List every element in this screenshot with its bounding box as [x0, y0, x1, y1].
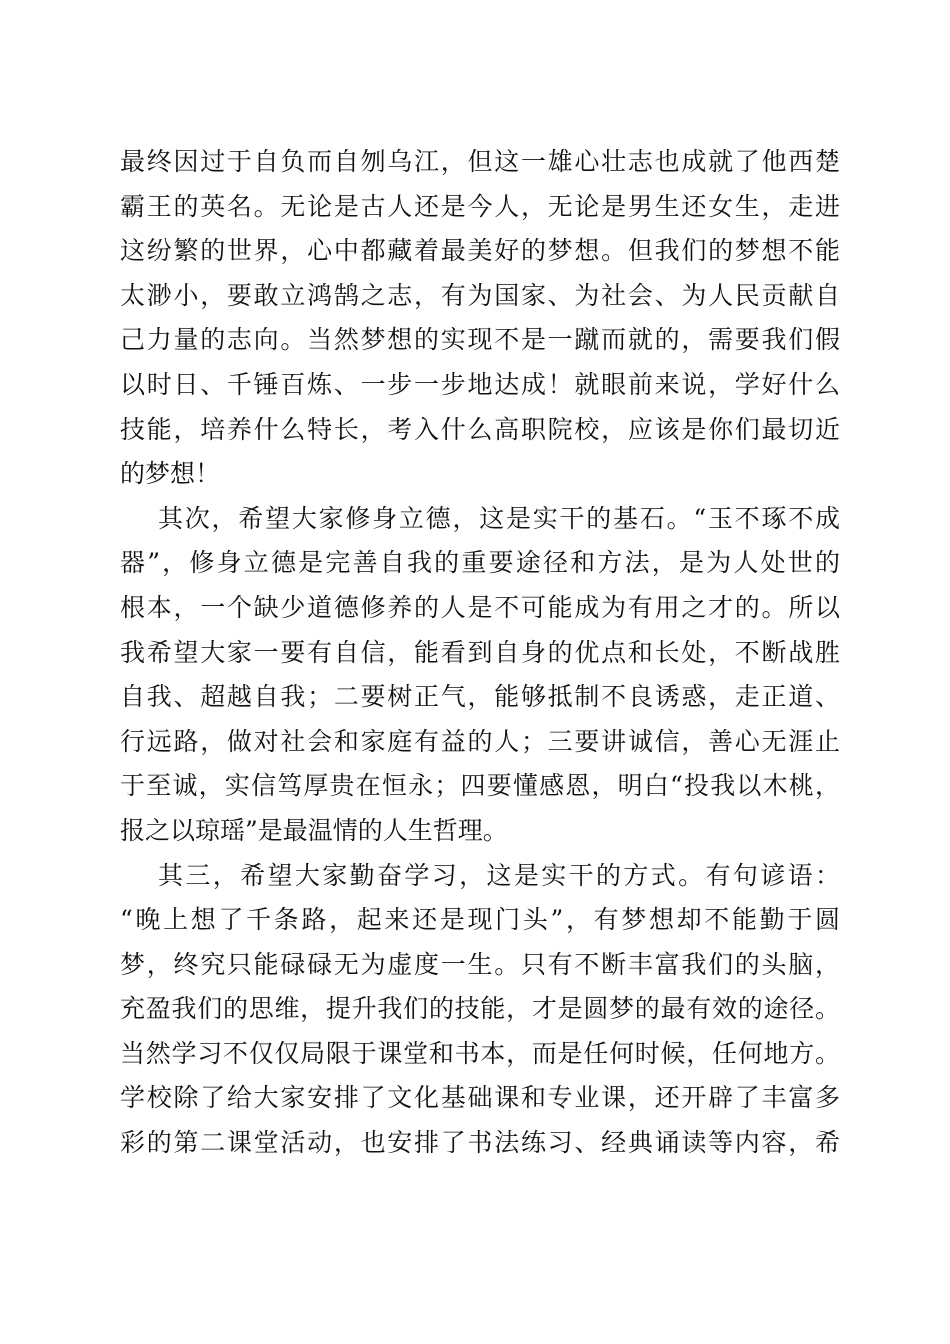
text-line: 报之以琼瑶”是最温情的人生哲理。 — [120, 815, 508, 845]
text-line: 当然学习不仅仅局限于课堂和书本，而是任何时候，任何地方。 — [120, 1038, 840, 1068]
paragraph-start-line: 其次，希望大家修身立德，这是实干的基石。“玉不琢不成 — [158, 503, 840, 533]
text-line: 根本，一个缺少道德修养的人是不可能成为有用之才的。所以 — [120, 592, 840, 622]
paragraph-start-line: 其三，希望大家勤奋学习，这是实干的方式。有句谚语： — [158, 860, 840, 890]
text-line: “晚上想了千条路，起来还是现门头”，有梦想却不能勤于圆 — [120, 905, 840, 935]
text-line: 太渺小，要敢立鸿鹄之志，有为国家、为社会、为人民贡献自 — [120, 280, 840, 310]
text-line: 梦，终究只能碌碌无为虚度一生。只有不断丰富我们的头脑， — [120, 949, 840, 979]
text-line: 行远路，做对社会和家庭有益的人；三要讲诚信，善心无涯止 — [120, 726, 840, 756]
text-line: 己力量的志向。当然梦想的实现不是一蹴而就的，需要我们假 — [120, 325, 840, 355]
text-line: 以时日、千锤百炼、一步一步地达成！就眼前来说，学好什么 — [120, 369, 840, 399]
text-line: 这纷繁的世界，心中都藏着最美好的梦想。但我们的梦想不能 — [120, 236, 840, 266]
text-line: 技能，培养什么特长，考入什么高职院校，应该是你们最切近 — [120, 414, 840, 444]
text-line: 我希望大家一要有自信，能看到自身的优点和长处，不断战胜 — [120, 637, 840, 667]
text-line: 彩的第二课堂活动，也安排了书法练习、经典诵读等内容，希 — [120, 1128, 840, 1158]
body-text — [120, 140, 840, 1166]
text-line: 充盈我们的思维，提升我们的技能，才是圆梦的最有效的途径。 — [120, 994, 840, 1024]
text-line: 器”，修身立德是完善自我的重要途径和方法，是为人处世的 — [120, 548, 840, 578]
text-line: 最终因过于自负而自刎乌江，但这一雄心壮志也成就了他西楚 — [120, 147, 840, 176]
text-line: 于至诚，实信笃厚贵在恒永；四要懂感恩，明白“投我以木桃， — [120, 771, 840, 801]
text-line: 的梦想！ — [120, 459, 221, 489]
text-line: 学校除了给大家安排了文化基础课和专业课，还开辟了丰富多 — [120, 1083, 840, 1113]
text-line: 霸王的英名。无论是古人还是今人，无论是男生还女生，走进 — [120, 191, 840, 221]
text-line: 自我、超越自我；二要树正气，能够抵制不良诱惑，走正道、 — [120, 682, 840, 712]
